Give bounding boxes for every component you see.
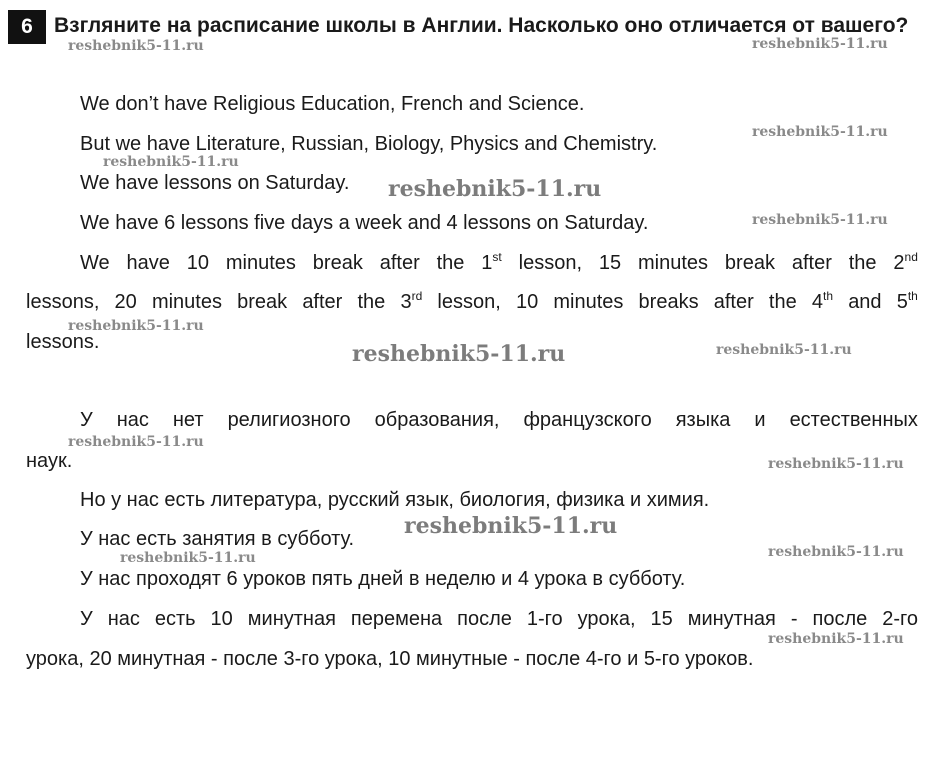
watermark: reshebnik5-11.ru	[388, 176, 602, 202]
word: after	[791, 252, 832, 274]
watermark: reshebnik5-11.ru	[768, 631, 904, 647]
russian-line-5: У нас проходят 6 уроков пять дней в неделю и 4 урока в субботу.	[80, 568, 686, 590]
ordinal-suffix: nd	[904, 250, 918, 264]
watermark: reshebnik5-11.ru	[716, 342, 852, 358]
russian-line-4: У нас есть занятия в субботу.	[80, 528, 355, 550]
word: минутная	[687, 608, 776, 630]
english-line-5	[80, 251, 918, 275]
word: the	[436, 252, 465, 274]
word: есть	[154, 608, 196, 630]
english-line-6	[26, 290, 918, 314]
word: религиозного	[227, 409, 351, 431]
word: минутная	[247, 608, 336, 630]
word: minutes	[151, 291, 222, 313]
russian-line-1	[80, 408, 918, 432]
word: break	[237, 291, 288, 313]
word: break	[312, 252, 363, 274]
ordinal-word: 3rd	[400, 289, 423, 313]
watermark: reshebnik5-11.ru	[68, 38, 204, 54]
ordinal-word: 4th	[811, 289, 834, 313]
word: break	[724, 252, 775, 274]
russian-line-3: Но у нас есть литература, русский язык, биология, физика и химия.	[80, 489, 710, 511]
word: после	[457, 608, 512, 630]
english-line-4: We have 6 lessons five days a week and 4 lessons on Saturday.	[80, 212, 649, 234]
watermark: reshebnik5-11.ru	[103, 154, 239, 170]
task-number-badge: 6	[8, 10, 46, 44]
ordinal-suffix: st	[492, 250, 502, 264]
ordinal-suffix: rd	[411, 289, 423, 303]
word: 20	[114, 291, 137, 313]
ordinal-word: 2nd	[893, 250, 918, 274]
watermark: reshebnik5-11.ru	[352, 341, 566, 367]
word: нас	[116, 409, 149, 431]
ordinal-word: 1st	[481, 250, 502, 274]
english-line-1: We don’t have Religious Education, French and Science.	[80, 93, 585, 115]
word: after	[379, 252, 420, 274]
watermark: reshebnik5-11.ru	[768, 544, 904, 560]
word: после	[812, 608, 868, 630]
word: 2-го	[882, 608, 918, 630]
word: У	[80, 608, 93, 630]
russian-line-7: урока, 20 минутная - после 3-го урока, 10 минутные - после 4-го и 5-го уроков.	[26, 648, 754, 670]
word: lesson,	[437, 291, 501, 313]
russian-line-6	[80, 607, 918, 631]
word: after	[713, 291, 754, 313]
word: 15	[650, 608, 673, 630]
watermark: reshebnik5-11.ru	[752, 36, 888, 52]
word: lessons,	[26, 291, 100, 313]
watermark: reshebnik5-11.ru	[768, 456, 904, 472]
watermark: reshebnik5-11.ru	[68, 434, 204, 450]
word: We	[80, 252, 110, 274]
word: естественных	[789, 409, 918, 431]
word: нет	[172, 409, 204, 431]
english-line-3: We have lessons on Saturday.	[80, 172, 350, 194]
word: and	[848, 291, 882, 313]
english-line-7: lessons.	[26, 331, 100, 353]
word: minutes	[225, 252, 296, 274]
word: 1-го	[526, 608, 563, 630]
word: have	[126, 252, 170, 274]
word: the	[357, 291, 386, 313]
russian-line-2: наук.	[26, 450, 73, 472]
word: нас	[107, 608, 140, 630]
word: the	[848, 252, 877, 274]
english-line-2: But we have Literature, Russian, Biology, Physics and Chemistry.	[80, 133, 658, 155]
word: 10	[210, 608, 233, 630]
word: 10	[186, 252, 210, 274]
word: и	[754, 409, 766, 431]
ordinal-suffix: th	[823, 289, 834, 303]
word: образования,	[374, 409, 500, 431]
word: урока,	[577, 608, 636, 630]
word: -	[790, 608, 798, 630]
watermark: reshebnik5-11.ru	[752, 124, 888, 140]
ordinal-word: 5th	[896, 289, 918, 313]
word: breaks	[638, 291, 699, 313]
word: minutes	[638, 252, 709, 274]
watermark: reshebnik5-11.ru	[752, 212, 888, 228]
word: lesson,	[518, 252, 583, 274]
watermark: reshebnik5-11.ru	[120, 550, 256, 566]
word: 10	[515, 291, 539, 313]
task-title: Взгляните на расписание школы в Англии. Насколько оно отличается от вашего?	[54, 14, 909, 37]
ordinal-suffix: th	[907, 289, 918, 303]
watermark: reshebnik5-11.ru	[68, 318, 204, 334]
word: французского	[523, 409, 652, 431]
word: языка	[675, 409, 731, 431]
word: after	[302, 291, 343, 313]
word: the	[768, 291, 797, 313]
watermark: reshebnik5-11.ru	[404, 513, 618, 539]
word: перемена	[350, 608, 443, 630]
word: У	[80, 409, 93, 431]
word: minutes	[553, 291, 624, 313]
word: 15	[598, 252, 622, 274]
